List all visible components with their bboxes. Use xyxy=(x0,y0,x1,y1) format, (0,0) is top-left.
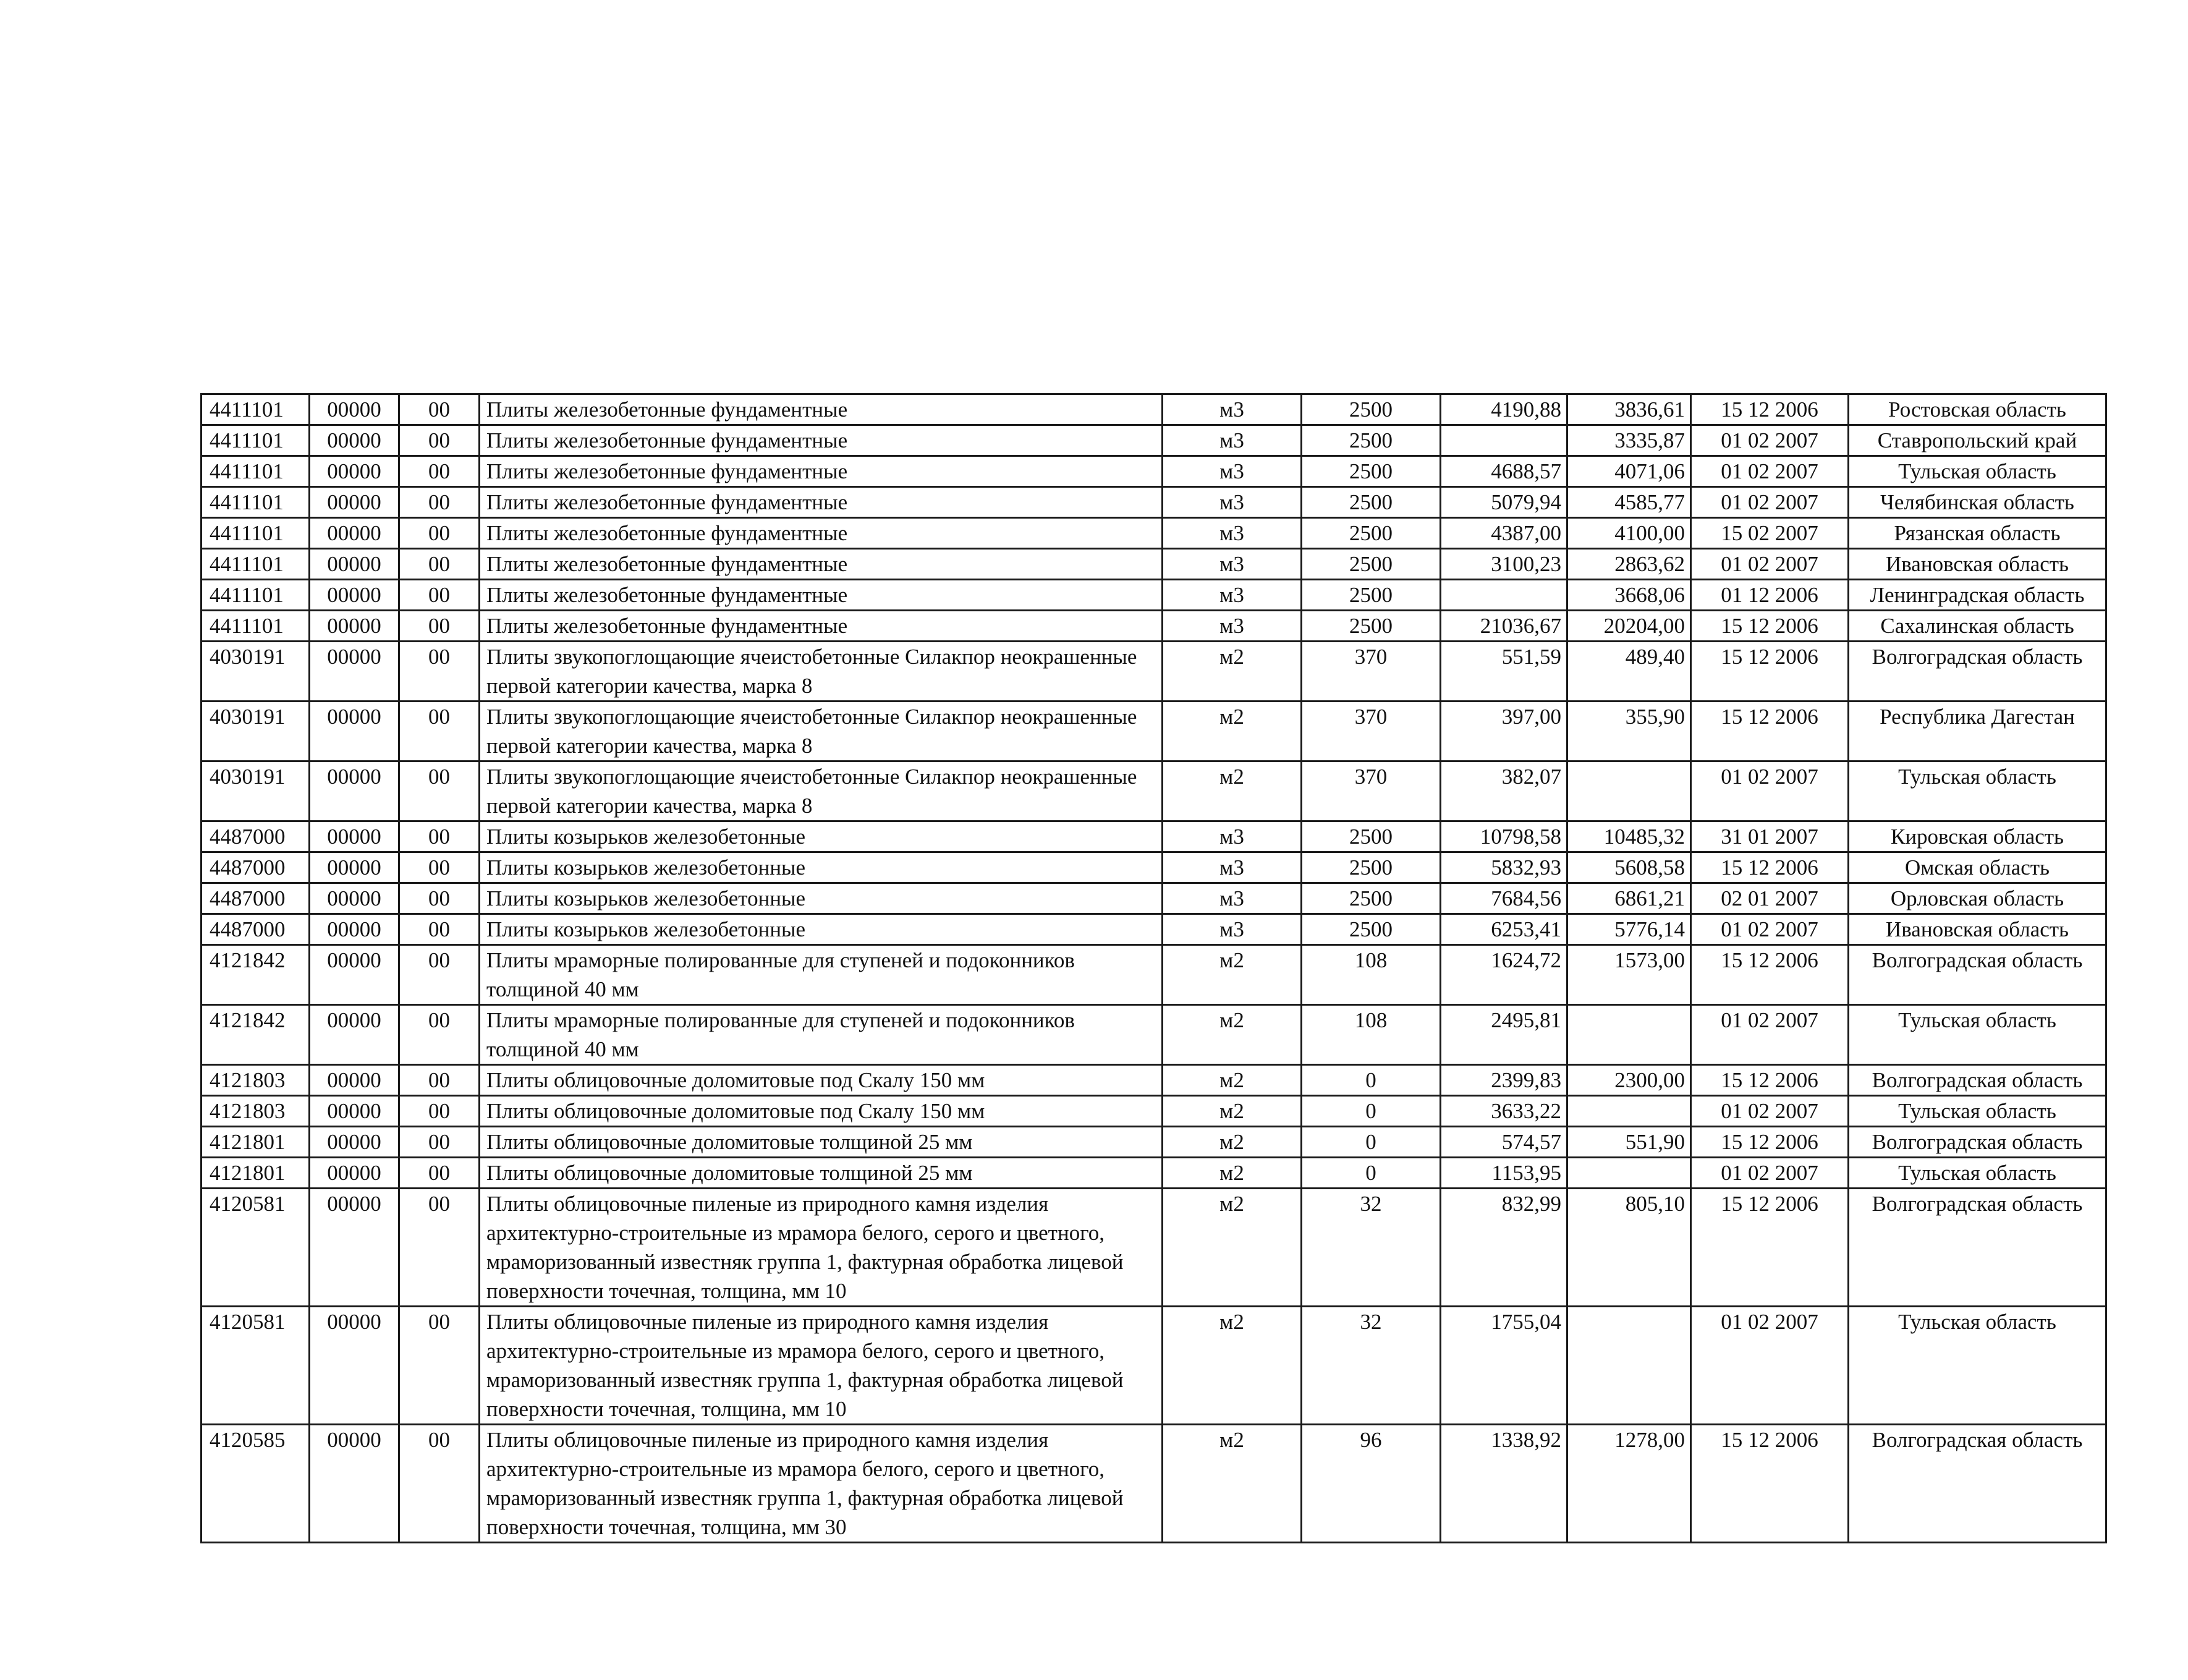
price-1-cell: 551,59 xyxy=(1441,642,1567,702)
ext-code-cell: 00 xyxy=(399,487,480,518)
price-1-cell xyxy=(1441,425,1567,456)
table-row xyxy=(201,394,2106,425)
ext-code-cell: 00 xyxy=(399,914,480,945)
table-row xyxy=(201,1307,2106,1425)
table-row xyxy=(201,883,2106,914)
unit-cell: м3 xyxy=(1163,580,1302,611)
unit-cell: м3 xyxy=(1163,394,1302,425)
table-row xyxy=(201,945,2106,1005)
unit-cell: м3 xyxy=(1163,821,1302,852)
unit-cell: м3 xyxy=(1163,549,1302,580)
name-cell: Плиты облицовочные доломитовые толщиной 25 мм xyxy=(480,1158,1163,1189)
name-cell: Плиты козырьков железобетонные xyxy=(480,883,1163,914)
date-cell: 01 02 2007 xyxy=(1691,1096,1849,1127)
price-2-cell: 355,90 xyxy=(1567,702,1691,762)
name-cell: Плиты облицовочные доломитовые под Скалу 150 мм xyxy=(480,1096,1163,1127)
unit-cell: м2 xyxy=(1163,1158,1302,1189)
price-2-cell: 5608,58 xyxy=(1567,852,1691,883)
region-cell: Ставропольский край xyxy=(1849,425,2106,456)
resource-code-cell: 4411101 xyxy=(201,456,310,487)
price-2-cell: 489,40 xyxy=(1567,642,1691,702)
quantity-cell: 2500 xyxy=(1302,518,1441,549)
region-cell: Сахалинская область xyxy=(1849,611,2106,642)
sub-code-cell: 00000 xyxy=(310,425,399,456)
price-1-cell: 4190,88 xyxy=(1441,394,1567,425)
region-cell: Волгоградская область xyxy=(1849,642,2106,702)
region-cell: Рязанская область xyxy=(1849,518,2106,549)
name-cell: Плиты железобетонные фундаментные xyxy=(480,394,1163,425)
resource-code-cell: 4121803 xyxy=(201,1065,310,1096)
price-1-cell: 1624,72 xyxy=(1441,945,1567,1005)
table-row xyxy=(201,456,2106,487)
quantity-cell: 0 xyxy=(1302,1158,1441,1189)
table-row xyxy=(201,642,2106,702)
sub-code-cell: 00000 xyxy=(310,487,399,518)
date-cell: 15 12 2006 xyxy=(1691,1127,1849,1158)
resource-code-cell: 4487000 xyxy=(201,883,310,914)
quantity-cell: 2500 xyxy=(1302,821,1441,852)
date-cell: 01 12 2006 xyxy=(1691,580,1849,611)
price-2-cell: 1278,00 xyxy=(1567,1425,1691,1543)
resource-code-cell: 4487000 xyxy=(201,821,310,852)
table-row xyxy=(201,1005,2106,1065)
sub-code-cell: 00000 xyxy=(310,914,399,945)
quantity-cell: 370 xyxy=(1302,642,1441,702)
region-cell: Омская область xyxy=(1849,852,2106,883)
price-1-cell: 3100,23 xyxy=(1441,549,1567,580)
price-1-cell: 4688,57 xyxy=(1441,456,1567,487)
sub-code-cell: 00000 xyxy=(310,1307,399,1425)
price-2-cell: 10485,32 xyxy=(1567,821,1691,852)
resource-code-cell: 4121842 xyxy=(201,1005,310,1065)
region-cell: Ивановская область xyxy=(1849,549,2106,580)
date-cell: 15 12 2006 xyxy=(1691,1065,1849,1096)
region-cell: Волгоградская область xyxy=(1849,945,2106,1005)
table-row xyxy=(201,914,2106,945)
table-body xyxy=(201,394,2106,1543)
unit-cell: м3 xyxy=(1163,611,1302,642)
sub-code-cell: 00000 xyxy=(310,394,399,425)
unit-cell: м3 xyxy=(1163,883,1302,914)
ext-code-cell: 00 xyxy=(399,821,480,852)
unit-cell: м2 xyxy=(1163,1065,1302,1096)
sub-code-cell: 00000 xyxy=(310,1005,399,1065)
quantity-cell: 2500 xyxy=(1302,487,1441,518)
resource-code-cell: 4120581 xyxy=(201,1307,310,1425)
region-cell: Орловская область xyxy=(1849,883,2106,914)
ext-code-cell: 00 xyxy=(399,1158,480,1189)
price-2-cell xyxy=(1567,1307,1691,1425)
resource-code-cell: 4030191 xyxy=(201,702,310,762)
price-2-cell: 1573,00 xyxy=(1567,945,1691,1005)
price-1-cell: 5079,94 xyxy=(1441,487,1567,518)
table-row xyxy=(201,1065,2106,1096)
price-2-cell: 805,10 xyxy=(1567,1189,1691,1307)
sub-code-cell: 00000 xyxy=(310,580,399,611)
region-cell: Ленинградская область xyxy=(1849,580,2106,611)
price-1-cell: 574,57 xyxy=(1441,1127,1567,1158)
sub-code-cell: 00000 xyxy=(310,518,399,549)
resource-code-cell: 4411101 xyxy=(201,611,310,642)
resource-code-cell: 4120585 xyxy=(201,1425,310,1543)
quantity-cell: 370 xyxy=(1302,762,1441,821)
sub-code-cell: 00000 xyxy=(310,456,399,487)
ext-code-cell: 00 xyxy=(399,945,480,1005)
unit-cell: м2 xyxy=(1163,642,1302,702)
unit-cell: м2 xyxy=(1163,1127,1302,1158)
unit-cell: м3 xyxy=(1163,518,1302,549)
date-cell: 01 02 2007 xyxy=(1691,456,1849,487)
ext-code-cell: 00 xyxy=(399,852,480,883)
unit-cell: м2 xyxy=(1163,1096,1302,1127)
price-1-cell: 6253,41 xyxy=(1441,914,1567,945)
ext-code-cell: 00 xyxy=(399,425,480,456)
price-1-cell: 397,00 xyxy=(1441,702,1567,762)
price-2-cell xyxy=(1567,1158,1691,1189)
resource-code-cell: 4411101 xyxy=(201,425,310,456)
date-cell: 01 02 2007 xyxy=(1691,425,1849,456)
name-cell: Плиты звукопоглощающие ячеистобетонные Силакпор неокрашенные первой категории качества, марка 8 xyxy=(480,642,1163,702)
sub-code-cell: 00000 xyxy=(310,883,399,914)
price-2-cell xyxy=(1567,762,1691,821)
region-cell: Волгоградская область xyxy=(1849,1065,2106,1096)
table-row xyxy=(201,762,2106,821)
sub-code-cell: 00000 xyxy=(310,549,399,580)
date-cell: 31 01 2007 xyxy=(1691,821,1849,852)
price-1-cell: 1338,92 xyxy=(1441,1425,1567,1543)
price-2-cell: 6861,21 xyxy=(1567,883,1691,914)
sub-code-cell: 00000 xyxy=(310,702,399,762)
sub-code-cell: 00000 xyxy=(310,642,399,702)
quantity-cell: 0 xyxy=(1302,1096,1441,1127)
ext-code-cell: 00 xyxy=(399,456,480,487)
table-row xyxy=(201,852,2106,883)
date-cell: 01 02 2007 xyxy=(1691,1158,1849,1189)
quantity-cell: 2500 xyxy=(1302,394,1441,425)
price-1-cell: 382,07 xyxy=(1441,762,1567,821)
ext-code-cell: 00 xyxy=(399,1425,480,1543)
sub-code-cell: 00000 xyxy=(310,1189,399,1307)
price-1-cell: 1153,95 xyxy=(1441,1158,1567,1189)
name-cell: Плиты звукопоглощающие ячеистобетонные Силакпор неокрашенные первой категории качества, марка 8 xyxy=(480,762,1163,821)
table-row xyxy=(201,1189,2106,1307)
price-1-cell: 7684,56 xyxy=(1441,883,1567,914)
date-cell: 01 02 2007 xyxy=(1691,549,1849,580)
region-cell: Волгоградская область xyxy=(1849,1425,2106,1543)
date-cell: 02 01 2007 xyxy=(1691,883,1849,914)
resource-code-cell: 4030191 xyxy=(201,642,310,702)
region-cell: Волгоградская область xyxy=(1849,1189,2106,1307)
resource-code-cell: 4121801 xyxy=(201,1158,310,1189)
ext-code-cell: 00 xyxy=(399,1065,480,1096)
quantity-cell: 2500 xyxy=(1302,883,1441,914)
sub-code-cell: 00000 xyxy=(310,1065,399,1096)
region-cell: Челябинская область xyxy=(1849,487,2106,518)
name-cell: Плиты козырьков железобетонные xyxy=(480,852,1163,883)
name-cell: Плиты облицовочные доломитовые толщиной 25 мм xyxy=(480,1127,1163,1158)
price-1-cell: 5832,93 xyxy=(1441,852,1567,883)
ext-code-cell: 00 xyxy=(399,394,480,425)
ext-code-cell: 00 xyxy=(399,1096,480,1127)
name-cell: Плиты железобетонные фундаментные xyxy=(480,549,1163,580)
quantity-cell: 0 xyxy=(1302,1127,1441,1158)
name-cell: Плиты железобетонные фундаментные xyxy=(480,425,1163,456)
resource-code-cell: 4411101 xyxy=(201,580,310,611)
table-row xyxy=(201,702,2106,762)
date-cell: 15 02 2007 xyxy=(1691,518,1849,549)
name-cell: Плиты звукопоглощающие ячеистобетонные Силакпор неокрашенные первой категории качества, марка 8 xyxy=(480,702,1163,762)
date-cell: 15 12 2006 xyxy=(1691,1425,1849,1543)
quantity-cell: 370 xyxy=(1302,702,1441,762)
resource-code-cell: 4411101 xyxy=(201,394,310,425)
quantity-cell: 108 xyxy=(1302,1005,1441,1065)
table-row xyxy=(201,549,2106,580)
ext-code-cell: 00 xyxy=(399,611,480,642)
name-cell: Плиты железобетонные фундаментные xyxy=(480,518,1163,549)
unit-cell: м3 xyxy=(1163,487,1302,518)
table-row xyxy=(201,580,2106,611)
unit-cell: м2 xyxy=(1163,762,1302,821)
ext-code-cell: 00 xyxy=(399,1307,480,1425)
table-row xyxy=(201,1096,2106,1127)
date-cell: 15 12 2006 xyxy=(1691,611,1849,642)
quantity-cell: 2500 xyxy=(1302,456,1441,487)
sub-code-cell: 00000 xyxy=(310,821,399,852)
resource-code-cell: 4030191 xyxy=(201,762,310,821)
resource-code-cell: 4121842 xyxy=(201,945,310,1005)
sub-code-cell: 00000 xyxy=(310,1127,399,1158)
sub-code-cell: 00000 xyxy=(310,852,399,883)
resource-code-cell: 4487000 xyxy=(201,852,310,883)
ext-code-cell: 00 xyxy=(399,642,480,702)
date-cell: 15 12 2006 xyxy=(1691,945,1849,1005)
price-1-cell: 10798,58 xyxy=(1441,821,1567,852)
region-cell: Тульская область xyxy=(1849,1158,2106,1189)
quantity-cell: 32 xyxy=(1302,1307,1441,1425)
ext-code-cell: 00 xyxy=(399,580,480,611)
price-2-cell: 2300,00 xyxy=(1567,1065,1691,1096)
price-table xyxy=(200,393,2107,1543)
unit-cell: м2 xyxy=(1163,1005,1302,1065)
price-1-cell xyxy=(1441,580,1567,611)
table-row xyxy=(201,1127,2106,1158)
price-2-cell: 3668,06 xyxy=(1567,580,1691,611)
price-1-cell: 3633,22 xyxy=(1441,1096,1567,1127)
name-cell: Плиты железобетонные фундаментные xyxy=(480,456,1163,487)
table-row xyxy=(201,518,2106,549)
region-cell: Тульская область xyxy=(1849,456,2106,487)
region-cell: Тульская область xyxy=(1849,1307,2106,1425)
region-cell: Тульская область xyxy=(1849,762,2106,821)
price-2-cell: 551,90 xyxy=(1567,1127,1691,1158)
ext-code-cell: 00 xyxy=(399,1005,480,1065)
resource-code-cell: 4411101 xyxy=(201,518,310,549)
ext-code-cell: 00 xyxy=(399,549,480,580)
ext-code-cell: 00 xyxy=(399,762,480,821)
price-2-cell xyxy=(1567,1096,1691,1127)
sub-code-cell: 00000 xyxy=(310,1425,399,1543)
price-2-cell: 4585,77 xyxy=(1567,487,1691,518)
date-cell: 15 12 2006 xyxy=(1691,642,1849,702)
sub-code-cell: 00000 xyxy=(310,1096,399,1127)
name-cell: Плиты мраморные полированные для ступеней и подоконников толщиной 40 мм xyxy=(480,1005,1163,1065)
resource-code-cell: 4120581 xyxy=(201,1189,310,1307)
table-row xyxy=(201,1158,2106,1189)
quantity-cell: 2500 xyxy=(1302,580,1441,611)
quantity-cell: 2500 xyxy=(1302,852,1441,883)
date-cell: 01 02 2007 xyxy=(1691,1005,1849,1065)
ext-code-cell: 00 xyxy=(399,1189,480,1307)
unit-cell: м3 xyxy=(1163,852,1302,883)
sub-code-cell: 00000 xyxy=(310,611,399,642)
name-cell: Плиты козырьков железобетонные xyxy=(480,914,1163,945)
price-2-cell: 3335,87 xyxy=(1567,425,1691,456)
name-cell: Плиты облицовочные пиленые из природного камня изделия архитектурно-строительные из мрамора белого, серого и цветного, мраморизованный известняк группа 1, фактурная обработка лицевой поверхности точечная, толщина, мм 30 xyxy=(480,1425,1163,1543)
ext-code-cell: 00 xyxy=(399,702,480,762)
resource-code-cell: 4121803 xyxy=(201,1096,310,1127)
name-cell: Плиты козырьков железобетонные xyxy=(480,821,1163,852)
price-2-cell: 4100,00 xyxy=(1567,518,1691,549)
price-2-cell: 4071,06 xyxy=(1567,456,1691,487)
region-cell: Тульская область xyxy=(1849,1096,2106,1127)
region-cell: Волгоградская область xyxy=(1849,1127,2106,1158)
name-cell: Плиты железобетонные фундаментные xyxy=(480,580,1163,611)
quantity-cell: 2500 xyxy=(1302,549,1441,580)
name-cell: Плиты облицовочные пиленые из природного камня изделия архитектурно-строительные из мрамора белого, серого и цветного, мраморизованный известняк группа 1, фактурная обработка лицевой поверхности точечная, толщина, мм 10 xyxy=(480,1189,1163,1307)
price-1-cell: 21036,67 xyxy=(1441,611,1567,642)
quantity-cell: 2500 xyxy=(1302,425,1441,456)
unit-cell: м3 xyxy=(1163,456,1302,487)
date-cell: 15 12 2006 xyxy=(1691,394,1849,425)
region-cell: Республика Дагестан xyxy=(1849,702,2106,762)
region-cell: Ивановская область xyxy=(1849,914,2106,945)
price-1-cell: 2495,81 xyxy=(1441,1005,1567,1065)
resource-code-cell: 4411101 xyxy=(201,487,310,518)
resource-code-cell: 4411101 xyxy=(201,549,310,580)
table-row xyxy=(201,425,2106,456)
name-cell: Плиты мраморные полированные для ступеней и подоконников толщиной 40 мм xyxy=(480,945,1163,1005)
price-1-cell: 1755,04 xyxy=(1441,1307,1567,1425)
unit-cell: м2 xyxy=(1163,945,1302,1005)
name-cell: Плиты железобетонные фундаментные xyxy=(480,611,1163,642)
ext-code-cell: 00 xyxy=(399,883,480,914)
price-1-cell: 2399,83 xyxy=(1441,1065,1567,1096)
table-row xyxy=(201,1425,2106,1543)
unit-cell: м3 xyxy=(1163,914,1302,945)
name-cell: Плиты железобетонные фундаментные xyxy=(480,487,1163,518)
quantity-cell: 0 xyxy=(1302,1065,1441,1096)
price-2-cell: 20204,00 xyxy=(1567,611,1691,642)
unit-cell: м3 xyxy=(1163,425,1302,456)
price-1-cell: 832,99 xyxy=(1441,1189,1567,1307)
quantity-cell: 2500 xyxy=(1302,914,1441,945)
price-2-cell: 5776,14 xyxy=(1567,914,1691,945)
date-cell: 15 12 2006 xyxy=(1691,1189,1849,1307)
quantity-cell: 32 xyxy=(1302,1189,1441,1307)
quantity-cell: 108 xyxy=(1302,945,1441,1005)
ext-code-cell: 00 xyxy=(399,1127,480,1158)
date-cell: 15 12 2006 xyxy=(1691,702,1849,762)
sub-code-cell: 00000 xyxy=(310,945,399,1005)
price-2-cell: 3836,61 xyxy=(1567,394,1691,425)
date-cell: 01 02 2007 xyxy=(1691,1307,1849,1425)
region-cell: Ростовская область xyxy=(1849,394,2106,425)
resource-code-cell: 4487000 xyxy=(201,914,310,945)
unit-cell: м2 xyxy=(1163,1425,1302,1543)
ext-code-cell: 00 xyxy=(399,518,480,549)
name-cell: Плиты облицовочные пиленые из природного камня изделия архитектурно-строительные из мрамора белого, серого и цветного, мраморизованный известняк группа 1, фактурная обработка лицевой поверхности точечная, толщина, мм 10 xyxy=(480,1307,1163,1425)
table-row xyxy=(201,487,2106,518)
unit-cell: м2 xyxy=(1163,702,1302,762)
date-cell: 15 12 2006 xyxy=(1691,852,1849,883)
price-2-cell: 2863,62 xyxy=(1567,549,1691,580)
quantity-cell: 96 xyxy=(1302,1425,1441,1543)
resource-code-cell: 4121801 xyxy=(201,1127,310,1158)
price-2-cell xyxy=(1567,1005,1691,1065)
name-cell: Плиты облицовочные доломитовые под Скалу 150 мм xyxy=(480,1065,1163,1096)
unit-cell: м2 xyxy=(1163,1189,1302,1307)
date-cell: 01 02 2007 xyxy=(1691,487,1849,518)
table-row xyxy=(201,821,2106,852)
date-cell: 01 02 2007 xyxy=(1691,762,1849,821)
table-row xyxy=(201,611,2106,642)
region-cell: Кировская область xyxy=(1849,821,2106,852)
sub-code-cell: 00000 xyxy=(310,762,399,821)
region-cell: Тульская область xyxy=(1849,1005,2106,1065)
sub-code-cell: 00000 xyxy=(310,1158,399,1189)
unit-cell: м2 xyxy=(1163,1307,1302,1425)
quantity-cell: 2500 xyxy=(1302,611,1441,642)
date-cell: 01 02 2007 xyxy=(1691,914,1849,945)
price-1-cell: 4387,00 xyxy=(1441,518,1567,549)
